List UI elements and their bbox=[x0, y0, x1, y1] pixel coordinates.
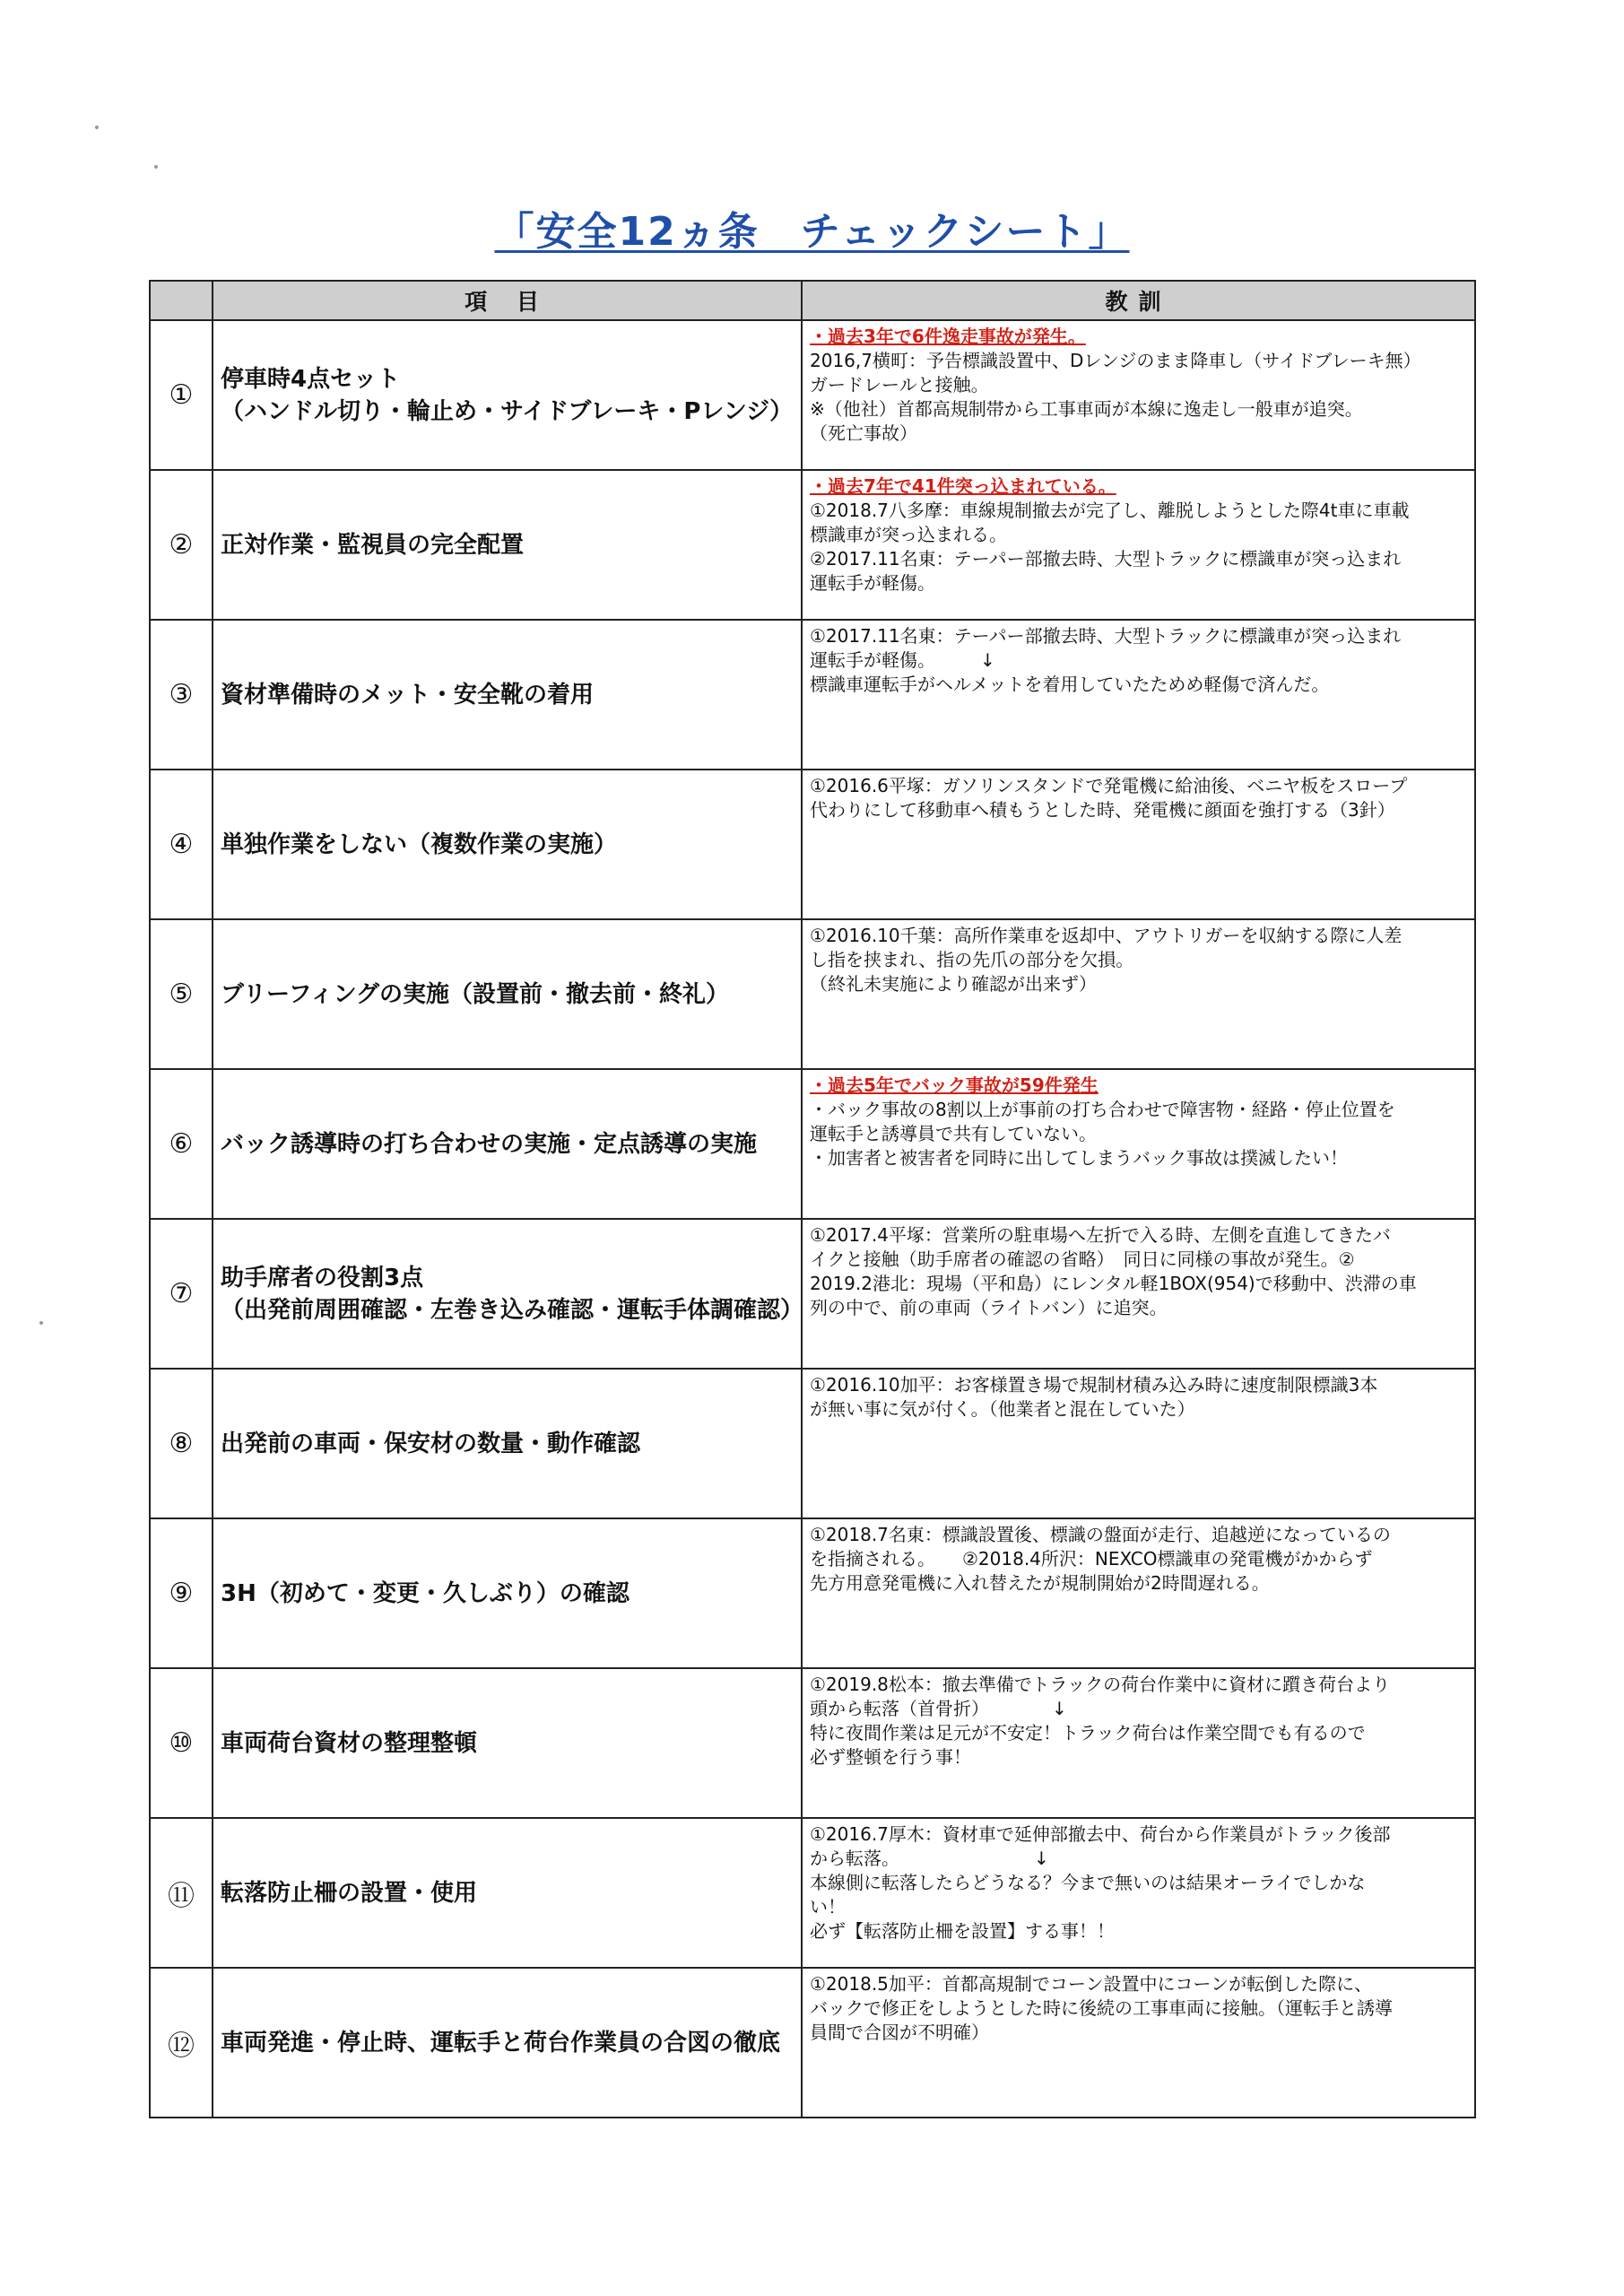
rule-item-text: ブリーフィングの実施（設置前・撤去前・終礼） bbox=[221, 980, 730, 1008]
lesson-line: ①2018.5加平：首都高規制でコーン設置中にコーンが転倒した際に、 bbox=[810, 1973, 1373, 1995]
incident-stat-highlight: ・過去3年で6件逸走事故が発生。 bbox=[810, 326, 1086, 347]
rule-number: ④ bbox=[150, 770, 213, 919]
lesson-line: 本線側に転落したらどうなる？今まで無いのは結果オーライでしかな bbox=[810, 1872, 1366, 1893]
rule-number: ⑪ bbox=[150, 1818, 213, 1968]
title-text: 「安全12ヵ条 チェックシート」 bbox=[494, 209, 1130, 255]
lesson-line: ガードレールと接触。 bbox=[810, 374, 989, 396]
table-row bbox=[150, 1219, 1475, 1369]
scan-speck bbox=[39, 1321, 43, 1325]
rule-number: ⑫ bbox=[150, 1968, 213, 2118]
table-row bbox=[150, 320, 1475, 470]
document-title bbox=[0, 199, 1624, 257]
lesson-line: イクと接触（助手席者の確認の省略） 同日に同様の事故が発生。② bbox=[810, 1248, 1355, 1270]
lesson-cell bbox=[802, 1219, 1475, 1369]
lesson-cell bbox=[802, 1369, 1475, 1518]
rule-item-cell bbox=[213, 1968, 802, 2118]
lesson-line: 必ず【転落防止柵を設置】する事！！ bbox=[810, 1920, 1115, 1942]
table-row bbox=[150, 1668, 1475, 1818]
lesson-line: ①2016.10千葉：高所作業車を返却中、アウトリガーを収納する際に人差 bbox=[810, 925, 1403, 946]
lesson-cell bbox=[802, 1818, 1475, 1968]
lesson-line: 必ず整頓を行う事！ bbox=[810, 1746, 971, 1768]
lesson-line: ①2019.8松本：撤去準備でトラックの荷台作業中に資材に躓き荷台より bbox=[810, 1674, 1391, 1695]
rule-item-text: 停車時4点セット bbox=[221, 365, 401, 393]
lesson-line: ②2017.11名東：テーパー部撤去時、大型トラックに標識車が突っ込まれ bbox=[810, 548, 1402, 570]
rule-item-text: 助手席者の役割3点 bbox=[221, 1264, 424, 1292]
lesson-cell bbox=[802, 620, 1475, 770]
rule-item-text: 車両発進・停止時、運転手と荷台作業員の合図の徹底 bbox=[221, 2029, 781, 2057]
rule-item-cell bbox=[213, 1069, 802, 1219]
lesson-line: 2019.2港北：現場（平和島）にレンタル軽1BOX(954)で移動中、渋滞の車 bbox=[810, 1273, 1417, 1294]
lesson-line: 先方用意発電機に入れ替えたが規制開始が2時間遅れる。 bbox=[810, 1572, 1270, 1594]
lesson-cell bbox=[802, 770, 1475, 919]
table-row bbox=[150, 470, 1475, 620]
lesson-cell bbox=[802, 470, 1475, 620]
rule-item-text: （出発前周囲確認・左巻き込み確認・運転手体調確認） bbox=[221, 1296, 804, 1324]
rule-number: ② bbox=[150, 470, 213, 620]
rule-item-text: 車両荷台資材の整理整頓 bbox=[221, 1729, 478, 1757]
rule-item-text: 資材準備時のメット・安全靴の着用 bbox=[221, 681, 595, 709]
lesson-line: （終礼未実施により確認が出来ず） bbox=[810, 973, 1097, 995]
incident-stat-highlight: ・過去7年で41件突っ込まれている。 bbox=[810, 475, 1116, 497]
lesson-line: い！ bbox=[810, 1896, 846, 1918]
table-row bbox=[150, 919, 1475, 1069]
table-row bbox=[150, 1968, 1475, 2118]
lesson-line: し指を挟まれ、指の先爪の部分を欠損。 bbox=[810, 949, 1134, 970]
rule-item-cell bbox=[213, 919, 802, 1069]
rule-number: ⑧ bbox=[150, 1369, 213, 1518]
table-row bbox=[150, 1069, 1475, 1219]
lesson-line: 運転手が軽傷。 ↓ bbox=[810, 649, 995, 671]
rule-number: ⑤ bbox=[150, 919, 213, 1069]
checklist-table bbox=[149, 280, 1476, 2118]
lesson-line: ・バック事故の8割以上が事前の打ち合わせで障害物・経路・停止位置を bbox=[810, 1099, 1395, 1120]
rule-item-cell bbox=[213, 1518, 802, 1668]
table-row bbox=[150, 1369, 1475, 1518]
header-blank-cell bbox=[150, 281, 213, 320]
header-lesson: 教訓 bbox=[802, 281, 1475, 320]
lesson-line: 運転手と誘導員で共有していない。 bbox=[810, 1123, 1097, 1144]
lesson-line: 頭から転落（首骨折） ↓ bbox=[810, 1698, 1067, 1719]
lesson-cell bbox=[802, 320, 1475, 470]
lesson-line: 員間で合図が不明確） bbox=[810, 2022, 989, 2043]
rule-number: ⑥ bbox=[150, 1069, 213, 1219]
rule-item-cell bbox=[213, 1818, 802, 1968]
table-header-row bbox=[150, 281, 1475, 320]
lesson-line: （死亡事故） bbox=[810, 422, 917, 444]
lesson-cell bbox=[802, 1668, 1475, 1818]
lesson-line: 運転手が軽傷。 bbox=[810, 572, 935, 594]
rule-number: ⑩ bbox=[150, 1668, 213, 1818]
rule-item-text: 転落防止柵の設置・使用 bbox=[221, 1879, 478, 1907]
rule-item-text: 正対作業・監視員の完全配置 bbox=[221, 531, 525, 559]
rule-number: ③ bbox=[150, 620, 213, 770]
lesson-line: 標識車が突っ込まれる。 bbox=[810, 524, 1007, 545]
lesson-cell bbox=[802, 1069, 1475, 1219]
rule-number: ① bbox=[150, 320, 213, 470]
rule-number: ⑨ bbox=[150, 1518, 213, 1668]
scan-speck bbox=[95, 126, 99, 129]
lesson-line: ・加害者と被害者を同時に出してしまうバック事故は撲滅したい！ bbox=[810, 1147, 1348, 1169]
header-item: 項 目 bbox=[213, 281, 802, 320]
lesson-line: ①2017.11名東：テーパー部撤去時、大型トラックに標識車が突っ込まれ bbox=[810, 625, 1402, 647]
lesson-line: 代わりにして移動車へ積もうとした時、発電機に顔面を強打する（3針） bbox=[810, 799, 1395, 821]
rule-item-text: （ハンドル切り・輪止め・サイドブレーキ・Pレンジ） bbox=[221, 397, 794, 425]
rule-item-text: 出発前の車両・保安材の数量・動作確認 bbox=[221, 1430, 641, 1457]
rule-item-cell bbox=[213, 320, 802, 470]
table-row bbox=[150, 620, 1475, 770]
lesson-cell bbox=[802, 1518, 1475, 1668]
lesson-line: が無い事に気が付く。（他業者と混在していた） bbox=[810, 1398, 1195, 1420]
rule-item-cell bbox=[213, 1668, 802, 1818]
rule-item-text: 3H（初めて・変更・久しぶり）の確認 bbox=[221, 1579, 630, 1607]
lesson-line: ①2016.6平塚：ガソリンスタンドで発電機に給油後、ベニヤ板をスロープ bbox=[810, 775, 1408, 796]
lesson-line: から転落。 ↓ bbox=[810, 1848, 1049, 1869]
lesson-cell bbox=[802, 1968, 1475, 2118]
lesson-cell bbox=[802, 919, 1475, 1069]
scan-speck bbox=[154, 165, 158, 169]
lesson-line: ①2016.10加平：お客様置き場で規制材積み込み時に速度制限標識3本 bbox=[810, 1374, 1378, 1396]
table-row bbox=[150, 770, 1475, 919]
lesson-line: を指摘される。 ②2018.4所沢：NEXCO標識車の発電機がかからず bbox=[810, 1548, 1373, 1570]
lesson-line: ①2018.7八多摩：車線規制撤去が完了し、離脱しようとした際4t車に車載 bbox=[810, 500, 1410, 521]
lesson-line: ①2018.7名東：標識設置後、標識の盤面が走行、追越逆になっているの bbox=[810, 1524, 1391, 1545]
rule-item-text: 単独作業をしない（複数作業の実施） bbox=[221, 831, 618, 858]
rule-item-cell bbox=[213, 620, 802, 770]
rule-item-cell bbox=[213, 770, 802, 919]
lesson-line: 標識車運転手がヘルメットを着用していたためめ軽傷で済んだ。 bbox=[810, 674, 1330, 695]
rule-number: ⑦ bbox=[150, 1219, 213, 1369]
lesson-line: ①2017.4平塚：営業所の駐車場へ左折で入る時、左側を直進してきたバ bbox=[810, 1224, 1391, 1246]
lesson-line: 2016,7横町：予告標識設置中、Dレンジのまま降車し（サイドブレーキ無） bbox=[810, 350, 1421, 371]
rule-item-cell bbox=[213, 470, 802, 620]
lesson-line: バックで修正をしようとした時に後続の工事車両に接触。（運転手と誘導 bbox=[810, 1997, 1393, 2019]
table-row bbox=[150, 1518, 1475, 1668]
lesson-line: ①2016.7厚木：資材車で延伸部撤去中、荷台から作業員がトラック後部 bbox=[810, 1823, 1391, 1845]
lesson-line: ※（他社）首都高規制帯から工事車両が本線に逸走し一般車が追突。 bbox=[810, 398, 1363, 420]
lesson-line: 列の中で、前の車両（ライトバン）に追突。 bbox=[810, 1297, 1168, 1318]
rule-item-cell bbox=[213, 1219, 802, 1369]
rule-item-cell bbox=[213, 1369, 802, 1518]
table-row bbox=[150, 1818, 1475, 1968]
lesson-line: 特に夜間作業は足元が不安定！トラック荷台は作業空間でも有るので bbox=[810, 1722, 1366, 1744]
incident-stat-highlight: ・過去5年でバック事故が59件発生 bbox=[810, 1074, 1099, 1096]
rule-item-text: バック誘導時の打ち合わせの実施・定点誘導の実施 bbox=[221, 1130, 758, 1158]
